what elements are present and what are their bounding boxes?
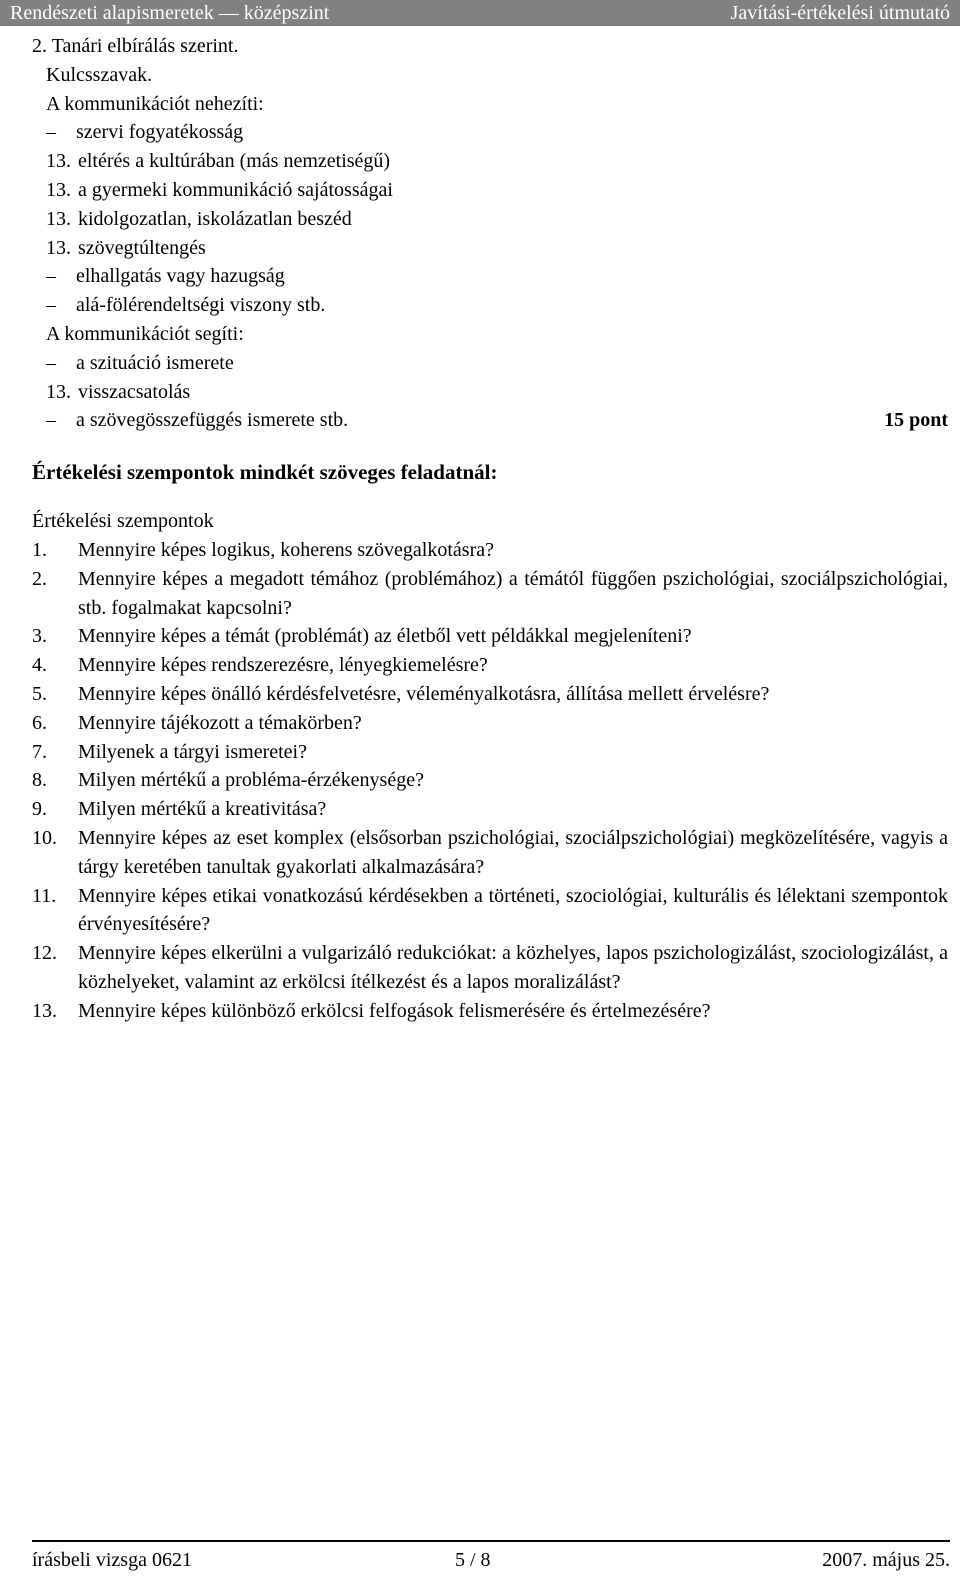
header-subtitle: Javítási-értékelési útmutató (730, 2, 950, 24)
criteria-text: Mennyire tájékozott a témakörben? (78, 711, 362, 734)
list-marker: – (46, 409, 56, 432)
list-marker: – (46, 265, 56, 288)
criteria-heading: Értékelési szempontok mindkét szöveges feladatnál: (32, 460, 498, 485)
points-label: 15 pont (884, 409, 948, 432)
criteria-text: Milyenek a tárgyi ismeretei? (78, 740, 307, 763)
list-item-text: szervi fogyatékosság (76, 121, 244, 144)
list-item-text: kidolgozatlan, iskolázatlan beszéd (78, 207, 352, 230)
list-marker: 13. (46, 178, 71, 201)
list-marker: 13. (46, 207, 71, 230)
criteria-text: Milyen mértékű a probléma-érzékenysége? (78, 769, 424, 792)
criteria-number: 12. (32, 942, 57, 965)
criteria-text: Mennyire képes az eset komplex (elsősorban pszichológiai, szociálpszichológiai) megközelítésére, vagyis a tárgy keretében tanultak gyakorlati alkalmazására? (78, 826, 948, 878)
header-title: Rendészeti alapismeretek — középszint (10, 2, 330, 24)
footer-page-number: 5 / 8 (455, 1549, 491, 1571)
criteria-item (32, 766, 948, 795)
hinder-list (32, 118, 948, 320)
page-header (0, 0, 960, 26)
list-marker: – (46, 121, 56, 144)
list-item (32, 378, 948, 407)
list-item-text: eltérés a kultúrában (más nemzetiségű) (78, 150, 391, 173)
criteria-item (32, 536, 948, 565)
criteria-item (32, 738, 948, 767)
list-item (32, 291, 948, 320)
list-item (32, 205, 948, 234)
criteria-text: Mennyire képes a témát (problémát) az életből vett példákkal megjeleníteni? (78, 625, 692, 648)
list-item (32, 406, 948, 435)
criteria-number: 4. (32, 654, 47, 677)
footer-date: 2007. május 25. (822, 1549, 950, 1571)
list-item-text: alá-fölérendeltségi viszony stb. (76, 294, 326, 317)
hinder-title: A kommunikációt nehezíti: (46, 92, 264, 115)
list-item-text: szövegtúltengés (78, 236, 206, 259)
list-item (32, 234, 948, 263)
criteria-item (32, 565, 948, 623)
criteria-number: 10. (32, 826, 57, 849)
criteria-number: 8. (32, 769, 47, 792)
criteria-text: Mennyire képes elkerülni a vulgarizáló redukciókat: a közhelyes, lapos pszichologizálást, szociologizálást, a közhelyeket, valamint az erkölcsi ítélkezést és a lapos moralizálást? (78, 942, 948, 993)
criteria-number: 5. (32, 682, 47, 705)
list-item (32, 118, 948, 147)
list-marker: 13. (46, 150, 71, 173)
criteria-number: 1. (32, 538, 47, 561)
criteria-text: Mennyire képes különböző erkölcsi felfogások felismerésére és értelmezésére? (78, 999, 711, 1022)
list-marker: – (46, 351, 56, 374)
criteria-item (32, 622, 948, 651)
criteria-item (32, 824, 948, 882)
criteria-text: Mennyire képes rendszerezésre, lényegkiemelésre? (78, 654, 488, 677)
list-item (32, 262, 948, 291)
criteria-item (32, 939, 948, 997)
criteria-number: 3. (32, 625, 47, 648)
criteria-subheading: Értékelési szempontok (32, 510, 214, 533)
list-item (32, 176, 948, 205)
criteria-number: 9. (32, 798, 47, 821)
list-marker: 13. (46, 236, 71, 259)
criteria-list (32, 536, 948, 1026)
list-marker: – (46, 294, 56, 317)
criteria-text: Mennyire képes etikai vonatkozású kérdésekben a történeti, szociológiai, kulturális és lélektani szempontok érvényesítésére? (78, 884, 948, 936)
criteria-item (32, 680, 948, 709)
list-item-text: visszacsatolás (78, 380, 191, 403)
help-list (32, 349, 948, 435)
criteria-number: 2. (32, 567, 47, 590)
help-title: A kommunikációt segíti: (46, 322, 244, 345)
criteria-number: 13. (32, 999, 57, 1022)
criteria-item (32, 651, 948, 680)
list-item-text: a gyermeki kommunikáció sajátosságai (78, 178, 393, 201)
list-item-text: a szituáció ismerete (76, 351, 234, 374)
criteria-item (32, 997, 948, 1026)
list-item (32, 349, 948, 378)
criteria-text: Milyen mértékű a kreativitása? (78, 798, 327, 821)
intro-line: 2. Tanári elbírálás szerint. (32, 35, 239, 57)
page-content (32, 32, 948, 1026)
list-marker: 13. (46, 380, 71, 403)
criteria-text: Mennyire képes a megadott témához (problémához) a témától függően pszichológiai, szociálpszichológiai, stb. fogalmakat kapcsolni? (78, 567, 948, 619)
footer-exam-id: írásbeli vizsga 0621 (32, 1549, 192, 1571)
list-item (32, 147, 948, 176)
criteria-number: 7. (32, 740, 47, 763)
criteria-text: Mennyire képes logikus, koherens szövegalkotásra? (78, 538, 494, 561)
criteria-item (32, 795, 948, 824)
keywords-line: Kulcsszavak. (46, 63, 153, 86)
criteria-item (32, 882, 948, 940)
criteria-text: Mennyire képes önálló kérdésfelvetésre, véleményalkotásra, állítása mellett érvelésre? (78, 682, 770, 705)
criteria-number: 11. (32, 884, 57, 907)
criteria-number: 6. (32, 711, 47, 734)
footer-divider (32, 1540, 950, 1542)
criteria-item (32, 709, 948, 738)
list-item-text: a szövegösszefüggés ismerete stb. (76, 409, 349, 432)
list-item-text: elhallgatás vagy hazugság (76, 265, 285, 288)
